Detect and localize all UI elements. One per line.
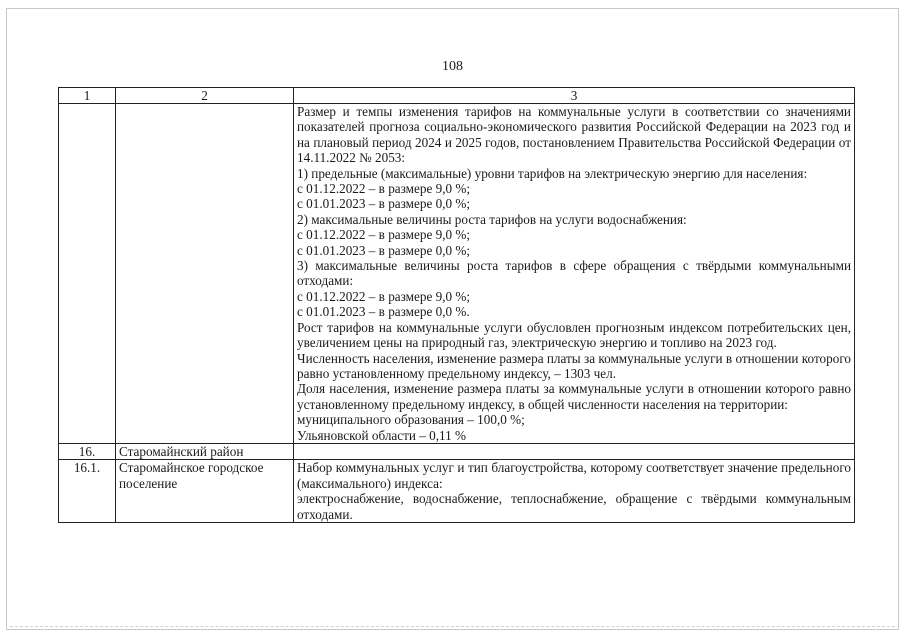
paragraph: Размер и темпы изменения тарифов на коммунальные услуги в соответствии со значениями показателей прогноза социально-экономического развития Российской Федерации на 2023 год и на плановый период 2024 и 2025 годов, постановлением Правительства Российской Федерации от 14.11.2022 № 2053: [297, 104, 851, 166]
paragraph: с 01.12.2022 – в размере 9,0 %; [297, 227, 471, 243]
row-number: 16.1. [59, 460, 116, 523]
continued-text-cell [294, 104, 855, 444]
paragraph: 1) предельные (максимальные) уровни тарифов на электрическую энергию для населения: [297, 165, 808, 181]
paragraph: 2) максимальные величины роста тарифов на услуги водоснабжения: [297, 211, 687, 227]
paragraph: электроснабжение, водоснабжение, теплоснабжение, обращение с твёрдыми коммунальным отходами. [297, 491, 851, 522]
bottom-dashed-rule [10, 626, 895, 627]
continued-name-cell [116, 104, 294, 444]
paragraph: муниципального образования – 100,0 %; [297, 412, 525, 428]
row-number: 16. [59, 443, 116, 459]
district-name: Старомайнский район [116, 443, 294, 459]
paragraph: с 01.01.2023 – в размере 0,0 %; [297, 242, 471, 258]
page-number: 108 [442, 59, 463, 74]
paragraph: Набор коммунальных услуг и тип благоустройства, которому соответствует значение предельного (максимального) индекса: [297, 460, 851, 491]
paragraph: Рост тарифов на коммунальные услуги обусловлен прогнозным индексом потребительских цен, увеличением цены на природный газ, электрическую энергию и топливо на 2023 год. [297, 319, 851, 351]
district-text [294, 443, 855, 459]
paragraph: Ульяновской области – 0,11 % [297, 427, 466, 443]
settlement-name: Старомайнское городское поселение [116, 460, 294, 523]
table-row-16 [59, 443, 855, 459]
header-col-1: 1 [59, 88, 116, 104]
settlement-text-cell [294, 460, 855, 523]
table-row-16-1 [59, 460, 855, 523]
paragraph: 3) максимальные величины роста тарифов в сфере обращения с твёрдыми коммунальными отходами: [297, 258, 851, 289]
header-col-2: 2 [116, 88, 294, 104]
paragraph: с 01.12.2022 – в размере 9,0 %; [297, 288, 471, 304]
paragraph: с 01.01.2023 – в размере 0,0 %. [297, 304, 470, 320]
table-row-continued [59, 104, 855, 444]
paragraph: с 01.12.2022 – в размере 9,0 %; [297, 181, 471, 197]
document-table [58, 87, 855, 523]
paragraph: Доля населения, изменение размера платы за коммунальные услуги в отношении которого равно установленному предельному индексу, в общей численности населения на территории: [297, 381, 851, 412]
continued-num-cell [59, 104, 116, 444]
paragraph: с 01.01.2023 – в размере 0,0 %; [297, 196, 471, 212]
paragraph: Численность населения, изменение размера платы за коммунальные услуги в отношении которого равно установленному предельному индексу, – 1303 чел. [297, 350, 851, 381]
table-header-row [59, 88, 855, 104]
header-col-3: 3 [294, 88, 855, 104]
